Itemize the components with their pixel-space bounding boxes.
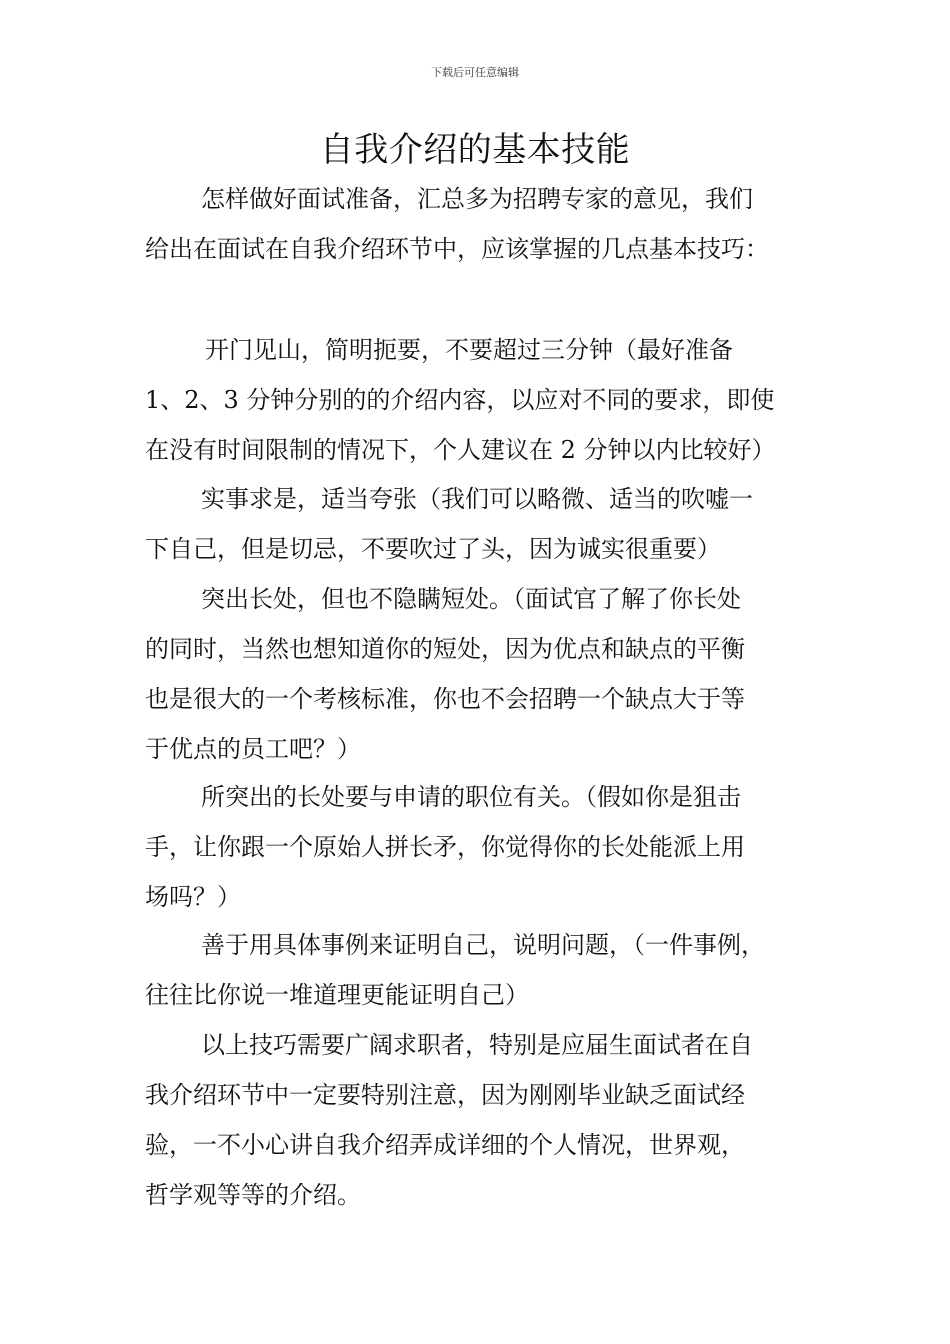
paragraph-tip-2: [145, 474, 815, 574]
paragraph-tip-5: [145, 920, 815, 1020]
paragraph-line: 在没有时间限制的情况下，个人建议在 2 分钟以内比较好）: [145, 436, 776, 464]
paragraph-line: 我介绍环节中一定要特别注意，因为刚刚毕业缺乏面试经: [145, 1081, 745, 1109]
paragraph-line: 开门见山，简明扼要，不要超过三分钟（最好准备: [205, 336, 733, 364]
document-title: 自我介绍的基本技能: [319, 130, 631, 170]
paragraph-line: 怎样做好面试准备，汇总多为招聘专家的意见，我们: [201, 185, 753, 213]
paragraph-line: 实事求是，适当夸张（我们可以略微、适当的吹嘘一: [201, 485, 753, 513]
paragraph-tip-1: [145, 325, 815, 475]
paragraph-line: 下自己，但是切忌，不要吹过了头，因为诚实很重要）: [145, 535, 721, 563]
paragraph-intro: [145, 174, 815, 274]
paragraph-line: 手，让你跟一个原始人拼长矛，你觉得你的长处能派上用: [145, 833, 745, 861]
paragraph-tip-3: [145, 574, 815, 774]
paragraph-line: 所突出的长处要与申请的职位有关。（假如你是狙击: [201, 783, 741, 811]
paragraph-line: 验，一不小心讲自我介绍弄成详细的个人情况，世界观，: [145, 1131, 745, 1159]
paragraph-summary: [145, 1020, 815, 1220]
paragraph-line: 以上技巧需要广阔求职者，特别是应届生面试者在自: [201, 1031, 753, 1059]
paragraph-line: 也是很大的一个考核标准，你也不会招聘一个缺点大于等: [145, 685, 745, 713]
paragraph-line: 于优点的员工吧？）: [145, 735, 361, 763]
paragraph-line: 1、2、3 分钟分别的的介绍内容，以应对不同的要求，即使: [145, 386, 775, 414]
paragraph-tip-4: [145, 772, 815, 922]
paragraph-line: 突出长处，但也不隐瞒短处。（面试官了解了你长处: [201, 585, 741, 613]
header-note: 下载后可任意编辑: [431, 66, 519, 79]
paragraph-line: 的同时，当然也想知道你的短处，因为优点和缺点的平衡: [145, 635, 745, 663]
paragraph-line: 场吗？）: [145, 883, 241, 911]
paragraph-line: 哲学观等等的介绍。: [145, 1181, 361, 1209]
paragraph-line: 给出在面试在自我介绍环节中，应该掌握的几点基本技巧：: [145, 235, 769, 263]
paragraph-line: 善于用具体事例来证明自己，说明问题，（一件事例，: [201, 931, 765, 959]
paragraph-line: 往往比你说一堆道理更能证明自己）: [145, 981, 529, 1009]
